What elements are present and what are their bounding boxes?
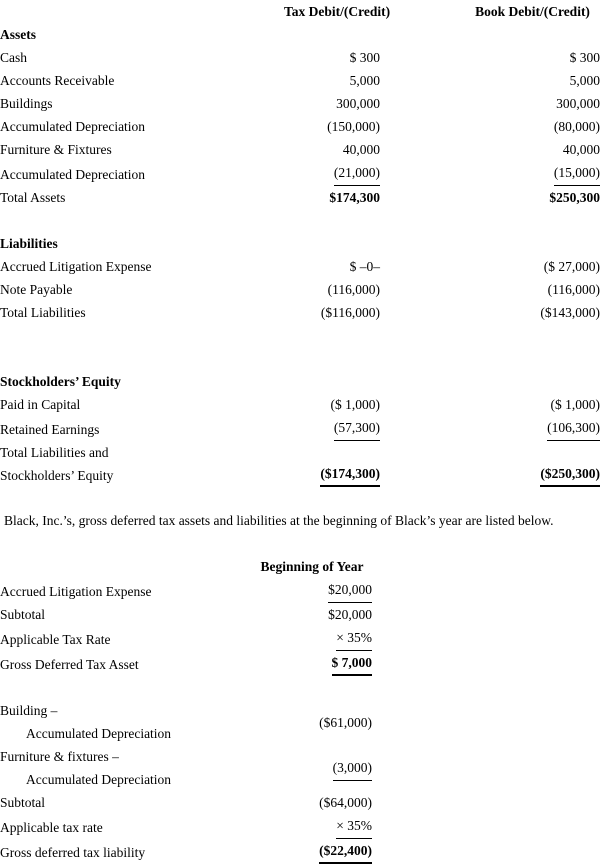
gap — [380, 232, 465, 255]
row-book-accounts-receivable: 5,000 — [569, 73, 600, 88]
header-tax-column: Tax Debit/(Credit) — [284, 4, 391, 19]
gap — [380, 393, 465, 416]
tail — [372, 578, 600, 603]
spacer — [0, 324, 600, 347]
table-row — [0, 626, 600, 651]
value: (15,000) — [554, 161, 600, 186]
row-label-deferred-applicable-tax-rate-liability: Applicable tax rate — [0, 820, 103, 835]
deferred-header-beginning-of-year: Beginning of Year — [260, 559, 364, 574]
row-tax-paid-in-capital: ($ 1,000) — [330, 397, 380, 412]
spacer — [0, 676, 600, 699]
row-book-paid-in-capital: ($ 1,000) — [550, 397, 600, 412]
row-label-total-assets: Total Assets — [0, 190, 66, 205]
value: $ 7,000 — [332, 651, 373, 676]
section-title-assets: Assets — [0, 27, 36, 42]
section-heading-row-liabilities — [0, 232, 600, 255]
row-tax-note-payable: (116,000) — [327, 282, 380, 297]
row-value-building-accumulated-depreciation: ($61,000) — [319, 714, 372, 730]
gap — [380, 92, 465, 115]
row-label-furniture-fixtures: Furniture & Fixtures — [0, 142, 112, 157]
header-book-column: Book Debit/(Credit) — [475, 4, 590, 19]
table-row-grand-total — [0, 441, 600, 487]
assets-title-tax-blank — [284, 23, 380, 46]
row-value-gross-deferred-tax-liability — [252, 839, 372, 864]
label-line-2: Accumulated Depreciation — [26, 772, 172, 787]
row-book-accumulated-depreciation-furniture — [465, 161, 600, 186]
row-value-deferred-subtotal-asset: $20,000 — [328, 607, 372, 622]
tail — [372, 791, 600, 814]
row-label-total-liabilities-and-equity — [0, 441, 284, 487]
row-value-gross-deferred-tax-asset — [252, 651, 372, 676]
row-label-building-accumulated-depreciation — [0, 699, 252, 745]
row-tax-total-liabilities-and-equity — [284, 441, 380, 487]
row-value-deferred-accrued-litigation-expense — [252, 578, 372, 603]
narrative-paragraph: Black, Inc.’s, gross deferred tax assets and liabilities at the beginning of Black’s year are listed below. — [4, 513, 554, 528]
deferred-header-tail — [372, 555, 600, 578]
spacer-cell — [0, 347, 600, 370]
row-label-note-payable: Note Payable — [0, 282, 73, 297]
spacer-cell — [0, 324, 600, 347]
se-title-book-blank — [465, 370, 600, 393]
row-value-furniture-accumulated-depreciation — [252, 745, 372, 791]
table-row — [0, 255, 600, 278]
header-gap — [380, 0, 465, 23]
table-row — [0, 814, 600, 839]
gap — [380, 255, 465, 278]
row-tax-accounts-receivable: 5,000 — [349, 73, 380, 88]
gap — [380, 441, 465, 487]
spacer-cell — [0, 487, 600, 510]
table-row — [0, 393, 600, 416]
deferred-header-row — [0, 555, 600, 578]
value: ($22,400) — [319, 839, 372, 864]
row-label-gross-deferred-tax-liability: Gross deferred tax liability — [0, 845, 146, 860]
label-line-1: Total Liabilities and — [0, 445, 109, 460]
row-label-total-liabilities: Total Liabilities — [0, 305, 86, 320]
table-row-furniture — [0, 745, 600, 791]
value: ($250,300) — [540, 462, 600, 487]
row-tax-furniture-fixtures: 40,000 — [342, 142, 380, 157]
tail — [372, 699, 600, 745]
row-tax-total-liabilities: ($116,000) — [320, 305, 380, 320]
gap — [380, 46, 465, 69]
spacer — [0, 347, 600, 370]
section-heading-row-assets — [0, 23, 600, 46]
value: × 35% — [336, 626, 372, 651]
tail — [372, 626, 600, 651]
tail — [372, 814, 600, 839]
row-book-cash: $ 300 — [569, 50, 600, 65]
value: × 35% — [336, 814, 372, 839]
row-value-deferred-applicable-tax-rate-liability — [252, 814, 372, 839]
label-line-1: Building – — [0, 703, 58, 718]
table-row — [0, 138, 600, 161]
tail — [372, 603, 600, 626]
label-line-2: Accumulated Depreciation — [26, 726, 172, 741]
section-title-liabilities: Liabilities — [0, 236, 58, 251]
table-row — [0, 416, 600, 441]
row-book-furniture-fixtures: 40,000 — [562, 142, 600, 157]
table-row — [0, 161, 600, 186]
row-book-buildings: 300,000 — [556, 96, 600, 111]
deferred-header-blank — [0, 555, 252, 578]
header-label-blank — [0, 0, 284, 23]
table-row — [0, 115, 600, 138]
value: (106,300) — [547, 416, 600, 441]
tail — [372, 651, 600, 676]
gap — [380, 138, 465, 161]
gap — [380, 278, 465, 301]
row-tax-cash: $ 300 — [349, 50, 380, 65]
table-row-building — [0, 699, 600, 745]
row-value-deferred-subtotal-liability: ($64,000) — [319, 795, 372, 810]
row-label-buildings: Buildings — [0, 96, 53, 111]
label-line-1: Furniture & fixtures – — [0, 749, 119, 764]
table-row — [0, 791, 600, 814]
row-tax-accumulated-depreciation-furniture — [284, 161, 380, 186]
row-tax-accumulated-depreciation-buildings: (150,000) — [327, 119, 380, 134]
table-row — [0, 186, 600, 209]
row-label-accumulated-depreciation-furniture: Accumulated Depreciation — [0, 167, 146, 182]
value: (57,300) — [334, 416, 380, 441]
assets-title-gap — [380, 23, 465, 46]
row-label-gross-deferred-tax-asset: Gross Deferred Tax Asset — [0, 657, 139, 672]
row-tax-accrued-litigation-expense: $ –0– — [349, 259, 380, 274]
row-tax-buildings: 300,000 — [336, 96, 380, 111]
gap — [380, 161, 465, 186]
assets-title-book-blank — [465, 23, 600, 46]
label-line-2: Stockholders’ Equity — [0, 468, 114, 483]
row-label-retained-earnings: Retained Earnings — [0, 422, 100, 437]
row-label-deferred-subtotal-asset: Subtotal — [0, 607, 46, 622]
deferred-tax-table — [0, 532, 600, 864]
table-row — [0, 651, 600, 676]
table-row — [0, 69, 600, 92]
row-label-accumulated-depreciation-buildings: Accumulated Depreciation — [0, 119, 146, 134]
row-value-deferred-applicable-tax-rate-asset — [252, 626, 372, 651]
row-book-retained-earnings — [465, 416, 600, 441]
tail — [372, 839, 600, 864]
gap — [380, 69, 465, 92]
gap — [380, 186, 465, 209]
row-label-accrued-litigation-expense: Accrued Litigation Expense — [0, 259, 152, 274]
row-book-note-payable: (116,000) — [547, 282, 600, 297]
spacer — [0, 487, 600, 510]
table-row — [0, 578, 600, 603]
value: ($174,300) — [320, 462, 380, 487]
value: (3,000) — [333, 756, 372, 781]
table-row — [0, 278, 600, 301]
row-book-accumulated-depreciation-buildings: (80,000) — [553, 119, 600, 134]
table-row — [0, 839, 600, 864]
liab-title-tax-blank — [284, 232, 380, 255]
row-label-deferred-subtotal-liability: Subtotal — [0, 795, 46, 810]
spacer-cell — [0, 209, 600, 232]
table-row — [0, 92, 600, 115]
row-label-cash: Cash — [0, 50, 27, 65]
row-book-accrued-litigation-expense: ($ 27,000) — [543, 259, 600, 274]
row-label-furniture-accumulated-depreciation — [0, 745, 252, 791]
spacer-cell — [0, 676, 600, 699]
table-row — [0, 301, 600, 324]
gap — [380, 115, 465, 138]
gap — [380, 370, 465, 393]
row-label-deferred-applicable-tax-rate-asset: Applicable Tax Rate — [0, 632, 111, 647]
row-tax-retained-earnings — [284, 416, 380, 441]
gap — [380, 301, 465, 324]
row-label-accounts-receivable: Accounts Receivable — [0, 73, 115, 88]
row-label-deferred-accrued-litigation-expense: Accrued Litigation Expense — [0, 584, 152, 599]
table-row — [0, 46, 600, 69]
section-heading-row-stockholders-equity — [0, 370, 600, 393]
row-book-total-liabilities-and-equity — [465, 441, 600, 487]
value: (21,000) — [334, 161, 380, 186]
spacer — [0, 532, 600, 555]
tail — [372, 745, 600, 791]
liab-title-book-blank — [465, 232, 600, 255]
se-title-tax-blank — [284, 370, 380, 393]
row-book-total-liabilities: ($143,000) — [540, 305, 600, 320]
gap — [380, 416, 465, 441]
balance-sheet-header-row — [0, 0, 600, 23]
table-row — [0, 603, 600, 626]
row-label-paid-in-capital: Paid in Capital — [0, 397, 81, 412]
row-book-total-assets: $250,300 — [549, 190, 600, 205]
section-title-stockholders-equity: Stockholders’ Equity — [0, 374, 121, 389]
spacer-cell — [0, 532, 600, 555]
value: $20,000 — [328, 578, 372, 603]
spacer — [0, 209, 600, 232]
row-tax-total-assets: $174,300 — [329, 190, 380, 205]
